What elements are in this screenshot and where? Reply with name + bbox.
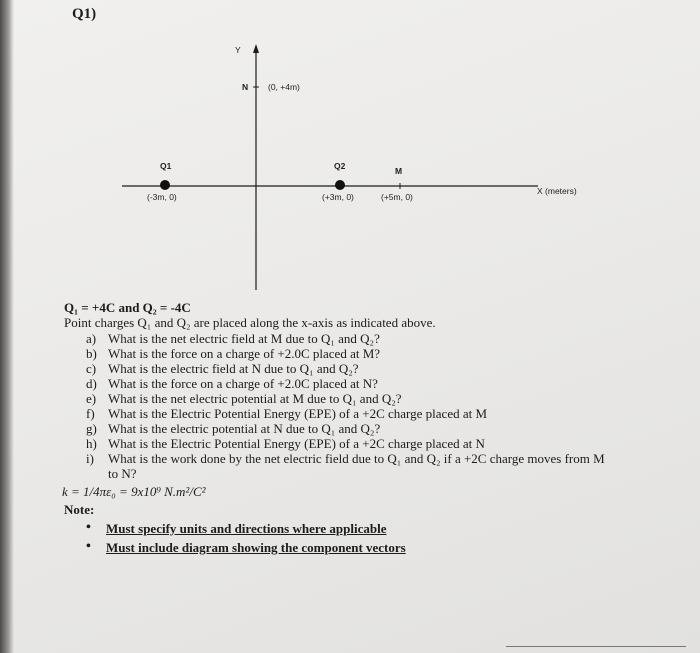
question-text: What is the net electric field at M due to Q₁ and Q₂? — [108, 331, 380, 346]
question-item — [62, 436, 682, 451]
x-axis-label: X (meters) — [537, 186, 577, 196]
note-text: Must specify units and directions where applicable — [106, 521, 387, 536]
question-number: Q1) — [72, 6, 97, 22]
note-item — [62, 540, 682, 555]
question-item — [62, 361, 682, 376]
question-text: What is the net electric potential at M due to Q₁ and Q₂? — [108, 391, 402, 406]
question-list — [62, 331, 682, 482]
note-heading: Note: — [64, 502, 95, 517]
question-letter: i) — [86, 451, 94, 466]
charges-values: Q₁ = +4C and Q₂ = -4C — [64, 300, 191, 315]
charge-q2-label: Q2 — [334, 161, 346, 171]
charge-q2-dot — [335, 180, 345, 190]
question-text: What is the electric field at N due to Q₁ and Q₂? — [108, 361, 359, 376]
point-m-coord: (+5m, 0) — [381, 192, 413, 202]
charge-q1-label: Q1 — [160, 161, 172, 171]
problem-text — [62, 300, 682, 555]
point-m-label: M — [395, 166, 403, 176]
question-letter: d) — [86, 376, 97, 391]
question-letter: a) — [86, 331, 97, 346]
question-item — [62, 451, 682, 466]
question-item — [62, 376, 682, 391]
charge-q1-coord: (-3m, 0) — [147, 192, 177, 202]
point-n-label: N — [242, 82, 249, 92]
note-text: Must include diagram showing the component vectors — [106, 540, 406, 555]
y-axis-label: Y — [235, 45, 241, 55]
point-n-coord: (0, +4m) — [268, 82, 300, 92]
question-letter: c) — [86, 361, 97, 376]
question-text: What is the Electric Potential Energy (EPE) of a +2C charge placed at N — [108, 436, 485, 451]
question-item — [62, 406, 682, 421]
question-item — [62, 421, 682, 436]
coulomb-constant: k = 1/4πε₀ = 9x10⁹ N.m²/C² — [62, 484, 206, 499]
charge-q2-coord: (+3m, 0) — [322, 192, 354, 202]
coordinate-diagram — [0, 0, 700, 300]
question-letter: f) — [86, 406, 95, 421]
y-axis-arrow-icon — [253, 44, 259, 53]
question-letter: b) — [86, 346, 97, 361]
question-text: What is the Electric Potential Energy (EPE) of a +2C charge placed at M — [108, 406, 488, 421]
question-letter: g) — [86, 421, 97, 436]
question-text: What is the force on a charge of +2.0C placed at N? — [108, 376, 378, 391]
question-letter: e) — [86, 391, 97, 406]
question-item — [62, 346, 682, 361]
question-text: What is the work done by the net electric field due to Q₁ and Q₂ if a +2C charge moves from M — [108, 451, 605, 466]
note-item — [62, 521, 682, 536]
question-text: What is the force on a charge of +2.0C placed at M? — [108, 346, 381, 361]
bullet-icon: • — [86, 520, 91, 535]
question-item — [62, 331, 682, 346]
bullet-icon: • — [86, 539, 91, 554]
charge-q1-dot — [160, 180, 170, 190]
question-text: What is the electric potential at N due to Q₁ and Q₂? — [108, 421, 381, 436]
question-letter: h) — [86, 436, 97, 451]
problem-intro: Point charges Q₁ and Q₂ are placed along the x-axis as indicated above. — [64, 315, 436, 330]
bottom-rule-line — [506, 646, 686, 647]
question-item — [62, 391, 682, 406]
question-continuation: to N? — [108, 466, 137, 481]
